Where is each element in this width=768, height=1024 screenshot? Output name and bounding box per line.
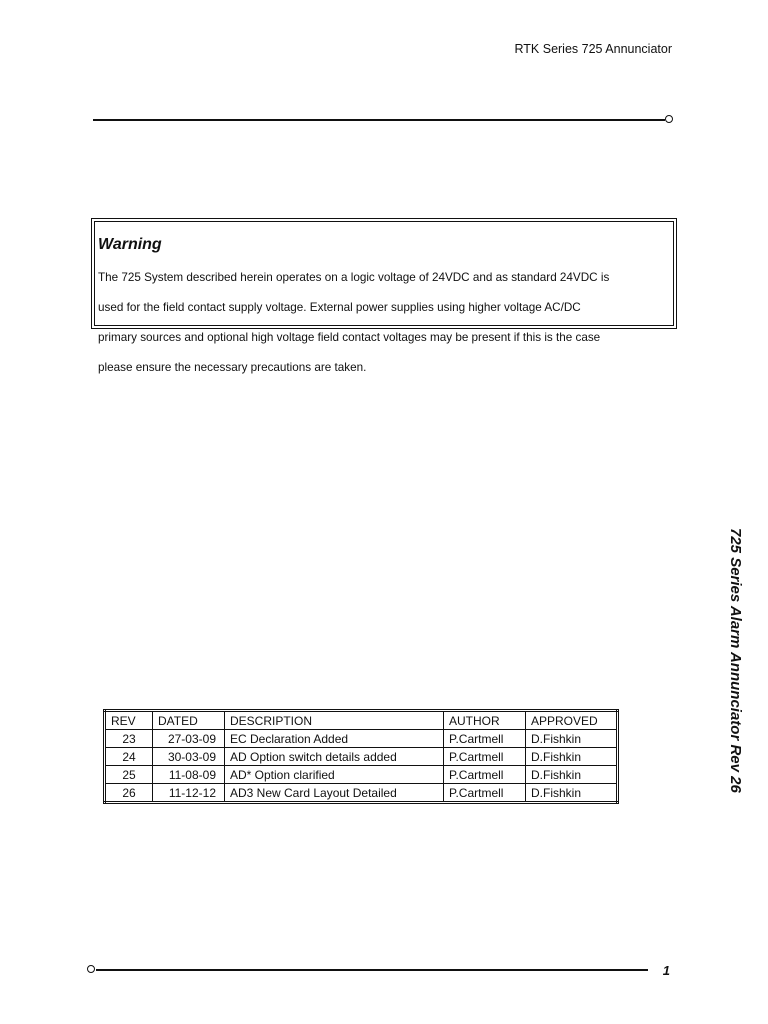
top-rule [93,119,665,121]
cell-description: EC Declaration Added [225,730,444,748]
cell-rev: 23 [105,730,153,748]
cell-author: P.Cartmell [444,784,526,803]
column-header-dated: DATED [153,711,225,730]
table-row [105,748,618,766]
cell-approved: D.Fishkin [526,784,618,803]
table-row [105,766,618,784]
cell-dated: 27-03-09 [153,730,225,748]
cell-approved: D.Fishkin [526,730,618,748]
cell-dated: 11-08-09 [153,766,225,784]
cell-description: AD3 New Card Layout Detailed [225,784,444,803]
warning-text [98,255,670,375]
warning-heading: Warning [98,236,162,253]
column-header-description: DESCRIPTION [225,711,444,730]
warning-box [91,218,677,374]
warning-line: used for the field contact supply voltage. External power supplies using higher voltage AC/DC [98,301,581,314]
cell-description: AD* Option clarified [225,766,444,784]
cell-author: P.Cartmell [444,766,526,784]
cell-author: P.Cartmell [444,730,526,748]
warning-box-inner [94,221,674,374]
cell-description: AD Option switch details added [225,748,444,766]
cell-rev: 25 [105,766,153,784]
table-row [105,730,618,748]
revision-table [103,709,619,804]
warning-line: please ensure the necessary precautions are taken. [98,361,367,374]
page-number: 1 [662,963,670,978]
table-row [105,784,618,803]
cell-rev: 24 [105,748,153,766]
cell-approved: D.Fishkin [526,766,618,784]
side-document-title: 725 Series Alarm Annunciator Rev 26 [727,528,744,793]
table-header-row [105,711,618,730]
column-header-rev: REV [105,711,153,730]
bottom-rule [96,969,648,971]
cell-rev: 26 [105,784,153,803]
warning-line: primary sources and optional high voltage field contact voltages may be present if this is the case [98,331,601,344]
cell-approved: D.Fishkin [526,748,618,766]
column-header-approved: APPROVED [526,711,618,730]
cell-dated: 11-12-12 [153,784,225,803]
top-rule-endpoint [665,115,673,123]
cell-author: P.Cartmell [444,748,526,766]
cell-dated: 30-03-09 [153,748,225,766]
running-header: RTK Series 725 Annunciator [514,42,672,56]
warning-line: The 725 System described herein operates on a logic voltage of 24VDC and as standard 24VDC is [98,271,610,284]
column-header-author: AUTHOR [444,711,526,730]
bottom-rule-endpoint [87,965,95,973]
